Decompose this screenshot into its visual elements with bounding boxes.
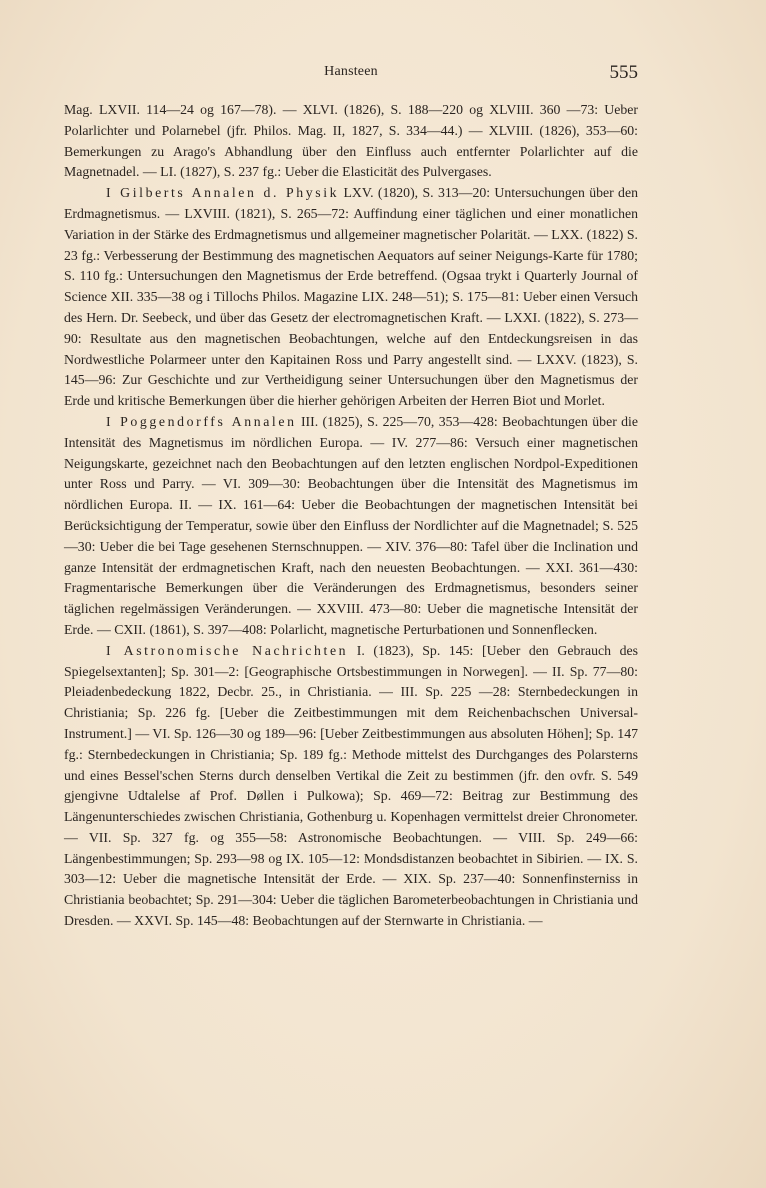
paragraph-3-lead: I Poggendorffs Annalen — [106, 413, 297, 429]
running-head: Hansteen — [324, 64, 378, 79]
paragraph-1 — [64, 100, 638, 183]
paragraph-1-text: Mag. LXVII. 114—24 og 167—78). — XLVI. (1826), S. 188—220 og XLVIII. 360 —73: Ueber Polarlichter und Polarnebel (jfr. Philos. Mag. II, 1827, S. 334—44.) — XLVIII. (1826), 353—60: Bemerkungen zu Arago's Abhandlung über den Einfluss auch entfernter Polarlichter auf die Magnetnadel. — LI. (1827), S. 237 fg.: Ueber die Elasticität des Pulvergases. — [64, 102, 638, 180]
body-text — [64, 100, 638, 932]
paragraph-4-lead: I Astronomische Nachrichten — [106, 642, 349, 658]
paragraph-4-text: I. (1823), Sp. 145: [Ueber den Gebrauch des Spiegelsextanten]; Sp. 301—2: [Geographische Ortsbestimmungen in Norwegen]. — II. Sp. 77—80: Pleiadenbedeckung 1822, Decbr. 25., in Christiania. — III. Sp. 225 —28: Sternbedeckungen in Christiania; Sp. 226 fg. [Ueber die Zeitbestimmungen mit dem Reichenbachschen Universal-Instrument.] — VI. Sp. 126—30 og 189—96: [Ueber Zeitbestimmungen aus absoluten Höhen]; Sp. 147 fg.: Sternbedeckungen in Christiania; Sp. 189 fg.: Methode mittelst des Durchganges des Polarsterns und eines Bessel'schen Sterns durch denselben Vertikal die Zeit zu bestimmen (jfr. den ovfr. S. 549 gjengivne Udtalelse af Prof. Døllen i Pulkowa); Sp. 469—72: Beitrag zur Bestimmung des Längenunterschiedes zwischen Christiania, Gothenburg u. Kopenhagen vermittelst dreier Chronometer. — VII. Sp. 327 fg. og 355—58: Astronomische Beobachtungen. — VIII. Sp. 249—66: Längenbestimmungen; Sp. 293—98 og IX. 105—12: Mondsdistanzen beobachtet in Sibirien. — IX. S. 303—12: Ueber die magnetische Intensität der Erde. — XIX. Sp. 237—40: Sonnenfinsterniss in Christiania beobachtet; Sp. 291—304: Ueber die täglichen Barometerbeobachtungen in Christiania und Dresden. — XXVI. Sp. 145—48: Beobachtungen auf der Sternwarte in Christiania. — — [64, 642, 639, 929]
page-number: 555 — [609, 62, 638, 83]
page-header — [64, 62, 638, 92]
paragraph-4 — [64, 641, 638, 932]
paragraph-3 — [64, 412, 638, 641]
paragraph-2 — [64, 183, 638, 412]
paragraph-3-text: III. (1825), S. 225—70, 353—428: Beobachtungen über die Intensität des Magnetismus im nördlichen Europa. — IV. 277—86: Versuch einer magnetischen Neigungskarte, gezeichnet nach den Beobachtungen auf den letzten englischen Nordpol-Expeditionen unter Ross und Parry. — VI. 309—30: Beobachtungen über die Intensität des Magnetismus im nördlichen Europa. II. — IX. 161—64: Ueber die Beobachtungen der magnetischen Intensität bei Berücksichtigung der Temperatur, sowie über den Einfluss der Nordlichter auf die Magnetnadel; S. 525—30: Ueber die bei Tage gesehenen Sternschnuppen. — XIV. 376—80: Tafel über die Inclination und ganze Intensität der erdmagnetischen Kraft, nach den neuesten Beobachtungen. — XXI. 361—430: Fragmentarische Bemerkungen über die Veränderungen des Erdmagnetismus, besonders seiner täglichen regelmässigen Veränderungen. — XXVIII. 473—80: Ueber die magnetische Intensität der Erde. — CXII. (1861), S. 397—408: Polarlicht, magnetische Perturbationen und Sonnenflecken. — [64, 413, 638, 637]
paragraph-2-text: LXV. (1820), S. 313—20: Untersuchungen über den Erdmagnetismus. — LXVIII. (1821), S. 265—72: Auffindung einer täglichen und einer monatlichen Variation in der Stärke des Erdmagnetismus und allgemeiner magnetischer Polarität. — LXX. (1822) S. 23 fg.: Verbesserung der Bestimmung des magnetischen Aequators auf seiner Neigungs-Karte für 1780; S. 110 fg.: Untersuchungen den Magnetismus der Erde betreffend. (Ogsaa trykt i Quarterly Journal of Science XII. 335—38 og i Tillochs Philos. Magazine LIX. 248—51); S. 175—81: Ueber einen Versuch des Hern. Dr. Seebeck, und über das Gesetz der electromagnetischen Kraft. — LXXI. (1822), S. 273—90: Resultate aus den magnetischen Beobachtungen, welche auf den Entdeckungsreisen in das Nordwestliche Polarmeer unter den Kapitainen Ross und Parry angestellt sind. — LXXV. (1823), S. 145—96: Zur Geschichte und zur Vertheidigung seiner Untersuchungen über den Magnetismus der Erde und kritische Bemerkungen über die hierher gehörigen Arbeiten der Herren Biot und Morlet. — [64, 185, 638, 409]
paragraph-2-lead: I Gilberts Annalen d. Physik — [106, 185, 340, 201]
